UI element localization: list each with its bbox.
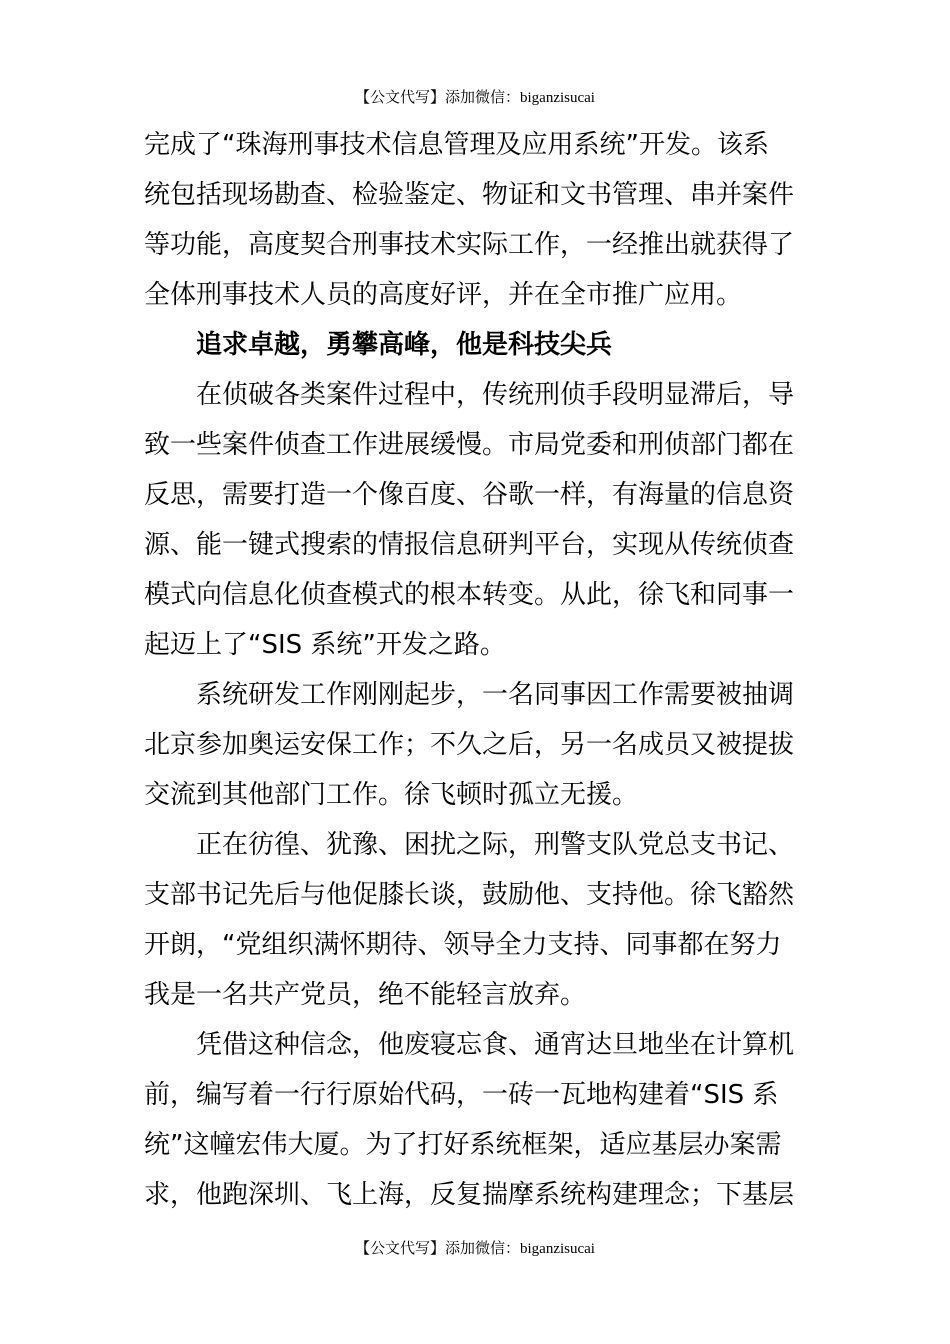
text-line: 凭借这种信念，他废寝忘食、通宵达旦地坐在计算机 xyxy=(196,1030,795,1060)
text-line: 我是一名共产党员，绝不能轻言放弃。 xyxy=(144,980,587,1010)
text-line: 完成了“珠海刑事技术信息管理及应用系统”开发。该系 xyxy=(144,130,769,160)
text-line: 在侦破各类案件过程中，传统刑侦手段明显滞后，导 xyxy=(196,380,795,410)
text-line: 起迈上了“SIS 系统”开发之路。 xyxy=(144,630,506,660)
text-line: 系统研发工作刚刚起步，一名同事因工作需要被抽调 xyxy=(196,680,795,710)
text-line: 致一些案件侦查工作进展缓慢。市局党委和刑侦部门都在 xyxy=(144,430,795,460)
text-line: 正在彷徨、犹豫、困扰之际，刑警支队党总支书记、 xyxy=(196,830,795,860)
text-line: 求，他跑深圳、飞上海，反复揣摩系统构建理念；下基层 xyxy=(144,1180,795,1210)
text-line: 反思，需要打造一个像百度、谷歌一样，有海量的信息资 xyxy=(144,480,795,510)
text-line: 统包括现场勘查、检验鉴定、物证和文书管理、串并案件 xyxy=(144,180,795,210)
text-line: 前，编写着一行行原始代码，一砖一瓦地构建着“SIS 系 xyxy=(144,1080,779,1110)
text-line: 全体刑事技术人员的高度好评，并在全市推广应用。 xyxy=(144,280,743,310)
text-line: 北京参加奥运安保工作；不久之后，另一名成员又被提拔 xyxy=(144,730,795,760)
text-line: 模式向信息化侦查模式的根本转变。从此，徐飞和同事一 xyxy=(144,580,795,610)
page-footer: 【公文代写】添加微信：biganzisucai xyxy=(355,1241,595,1257)
text-line: 统”这幢宏伟大厦。为了打好系统框架，适应基层办案需 xyxy=(144,1130,782,1160)
text-line: 支部书记先后与他促膝长谈，鼓励他、支持他。徐飞豁然 xyxy=(144,880,795,910)
section-heading: 追求卓越，勇攀高峰，他是科技尖兵 xyxy=(196,330,613,360)
text-line: 开朗，“党组织满怀期待、领导全力支持、同事都在努力 xyxy=(144,930,782,960)
text-line: 等功能，高度契合刑事技术实际工作，一经推出就获得了 xyxy=(144,230,795,260)
page-header: 【公文代写】添加微信：biganzisucai xyxy=(355,90,595,106)
text-line: 交流到其他部门工作。徐飞顿时孤立无援。 xyxy=(144,780,639,810)
text-line: 源、能一键式搜索的情报信息研判平台，实现从传统侦查 xyxy=(144,530,795,560)
